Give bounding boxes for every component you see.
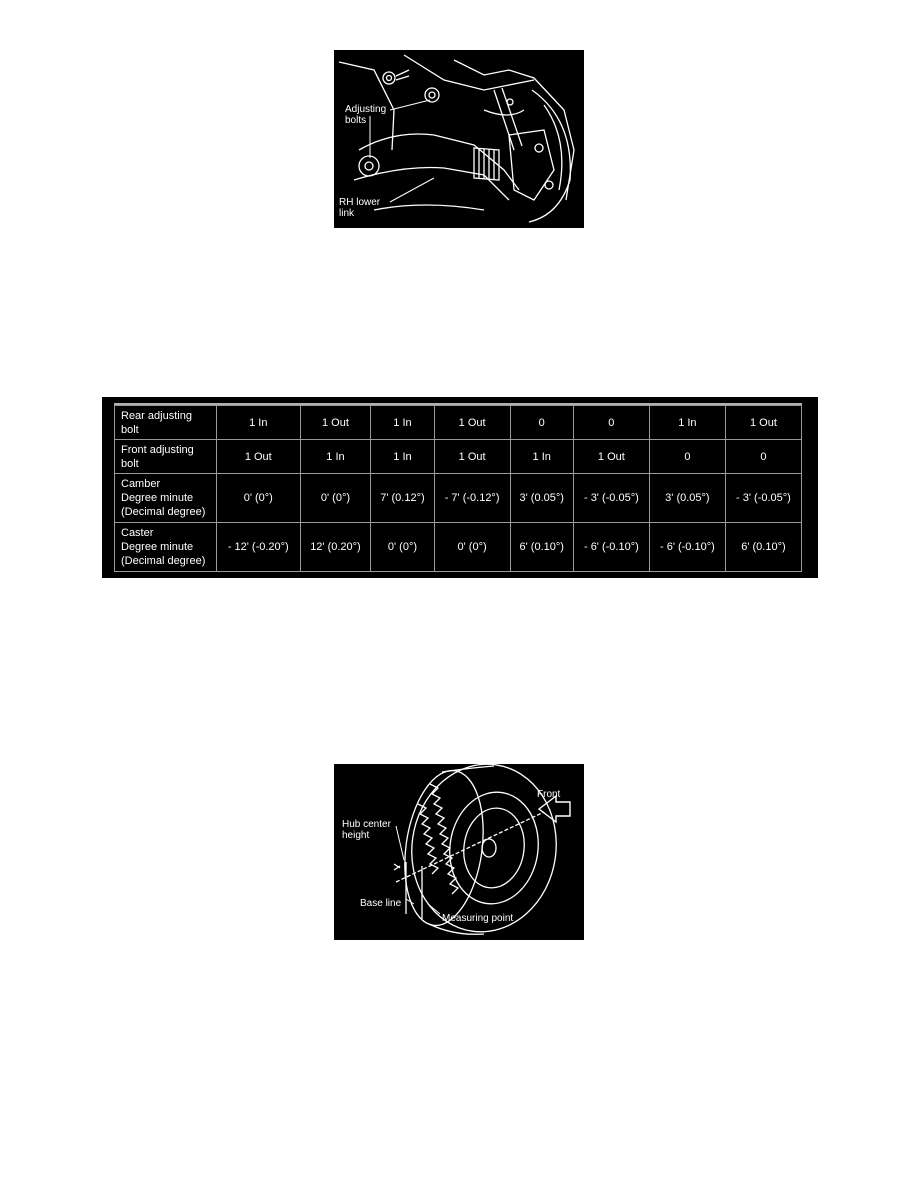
table-cell: 0 — [649, 440, 725, 474]
row-header-line: (Decimal degree) — [121, 506, 206, 518]
table-cell: 0 — [725, 440, 801, 474]
table-cell: 3' (0.05°) — [649, 474, 725, 523]
row-header-line: Degree minute — [121, 541, 194, 553]
table-cell: 1 In — [649, 406, 725, 440]
row-header-line: Rear adjusting — [121, 409, 192, 422]
table-cell: 1 Out — [217, 440, 301, 474]
table-cell: 1 Out — [434, 406, 510, 440]
table-row — [115, 440, 802, 474]
table-row — [115, 406, 802, 440]
table-cell: 7' (0.12°) — [371, 474, 434, 523]
suspension-labels — [334, 50, 584, 228]
table-cell: 1 In — [217, 406, 301, 440]
table-cell: 6' (0.10°) — [510, 523, 573, 572]
wheel-labels — [334, 764, 584, 940]
hub-center-height-label-line1: Hub center — [342, 819, 391, 830]
table-cell: 12' (0.20°) — [300, 523, 371, 572]
hub-center-height-label-line2: height — [342, 830, 370, 841]
row-header-line: Degree minute — [121, 492, 194, 504]
table-row — [115, 523, 802, 572]
row-header-camber — [115, 474, 217, 523]
table-cell: - 3' (-0.05°) — [573, 474, 649, 523]
row-header-line: bolt — [121, 423, 139, 436]
table-cell: 0' (0°) — [371, 523, 434, 572]
base-line-label: Base line — [360, 898, 402, 909]
table-cell: - 6' (-0.10°) — [649, 523, 725, 572]
table-cell: 0 — [510, 406, 573, 440]
row-header-line: Camber — [121, 478, 161, 490]
table-cell: 1 Out — [300, 406, 371, 440]
table-cell: 1 In — [371, 406, 434, 440]
adjusting-bolts-label-line2: bolts — [345, 115, 367, 126]
table-cell: 1 Out — [434, 440, 510, 474]
row-header-caster — [115, 523, 217, 572]
table-cell: 1 Out — [725, 406, 801, 440]
adjustment-table-block — [102, 397, 818, 578]
front-label: Front — [537, 789, 561, 800]
table-cell: 0' (0°) — [217, 474, 301, 523]
table-cell: 1 In — [371, 440, 434, 474]
table-cell: 1 Out — [573, 440, 649, 474]
row-header-line: Caster — [121, 527, 154, 539]
row-header-line: Front adjusting — [121, 443, 194, 456]
table-cell: - 3' (-0.05°) — [725, 474, 801, 523]
table-cell: 0 — [573, 406, 649, 440]
table-cell: 0' (0°) — [300, 474, 371, 523]
table-cell: - 7' (-0.12°) — [434, 474, 510, 523]
measuring-point-label: Measuring point — [442, 913, 514, 924]
table-cell: 1 In — [510, 440, 573, 474]
table-cell: - 12' (-0.20°) — [217, 523, 301, 572]
table-cell: 3' (0.05°) — [510, 474, 573, 523]
table-cell: 0' (0°) — [434, 523, 510, 572]
row-header-line: (Decimal degree) — [121, 555, 206, 567]
row-header-rear-adjusting-bolt — [115, 406, 217, 440]
wheel-illustration — [334, 764, 584, 940]
table-cell: 6' (0.10°) — [725, 523, 801, 572]
suspension-illustration — [334, 50, 584, 228]
row-header-front-adjusting-bolt — [115, 440, 217, 474]
rh-lower-link-label-line2: link — [339, 208, 355, 219]
row-header-line: bolt — [121, 457, 139, 470]
adjusting-bolts-label-line1: Adjusting — [345, 104, 387, 115]
adjustment-table — [114, 405, 802, 572]
rh-lower-link-label-line1: RH lower — [339, 197, 381, 208]
table-cell: 1 In — [300, 440, 371, 474]
table-cell: - 6' (-0.10°) — [573, 523, 649, 572]
table-row — [115, 474, 802, 523]
